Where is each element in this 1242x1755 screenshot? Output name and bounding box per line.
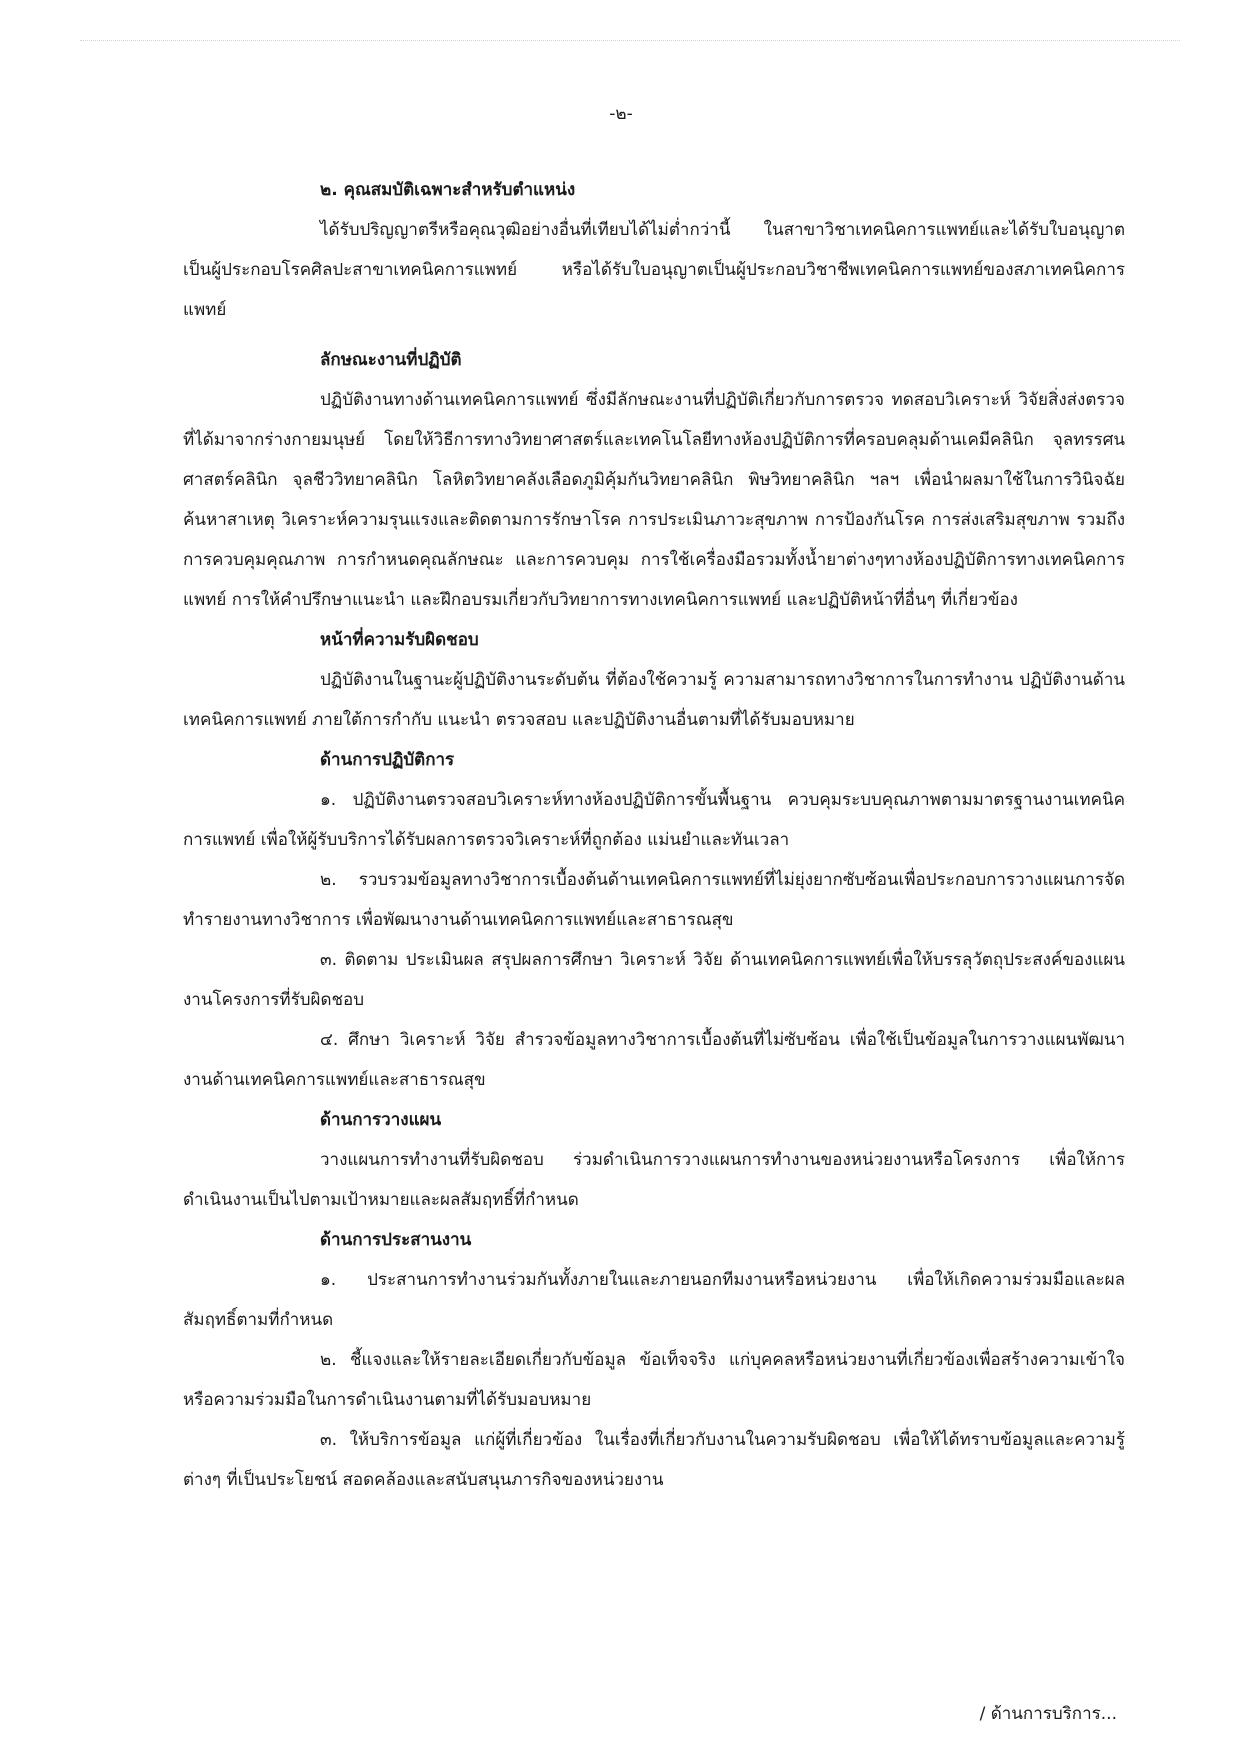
scan-artifact-line bbox=[80, 40, 1180, 43]
operations-item: ๒. รวบรวมข้อมูลทางวิชาการเบื้องต้นด้านเทคนิคการแพทย์ที่ไม่ยุ่งยากซับซ้อนเพื่อประกอบการวางแผนการจัดทำรายงานทางวิชาการ เพื่อพัฒนางานด้านเทคนิคการแพทย์และสาธารณสุข bbox=[183, 870, 1125, 930]
planning-paragraph: วางแผนการทำงานที่รับผิดชอบ ร่วมดำเนินการวางแผนการทำงานของหน่วยงานหรือโครงการ เพื่อให้การดำเนินงานเป็นไปตามเป้าหมายและผลสัมฤทธิ์ที่กำหนด bbox=[183, 1150, 1125, 1210]
qualification-paragraph: ได้รับปริญญาตรีหรือคุณวุฒิอย่างอื่นที่เทียบได้ไม่ต่ำกว่านี้ ในสาขาวิชาเทคนิคการแพทย์และได้รับใบอนุญาตเป็นผู้ประกอบโรคศิลปะสาขาเทคนิคการแพทย์ หรือได้รับใบอนุญาตเป็นผู้ประกอบวิชาชีพเทคนิคการแพทย์ของสภาเทคนิคการแพทย์ bbox=[183, 220, 1125, 320]
operations-heading: ด้านการปฏิบัติการ bbox=[320, 750, 455, 770]
coordination-heading: ด้านการประสานงาน bbox=[320, 1230, 472, 1250]
section-title: ๒. คุณสมบัติเฉพาะสำหรับตำแหน่ง bbox=[320, 180, 576, 200]
coordination-item: ๑. ประสานการทำงานร่วมกันทั้งภายในและภายนอกทีมงานหรือหน่วยงาน เพื่อให้เกิดความร่วมมือและผลสัมฤทธิ์ตามที่กำหนด bbox=[183, 1270, 1125, 1330]
work-nature-heading: ลักษณะงานที่ปฏิบัติ bbox=[320, 350, 462, 370]
responsibility-heading: หน้าที่ความรับผิดชอบ bbox=[320, 630, 479, 650]
continuation-note: / ด้านการบริการ... bbox=[979, 1704, 1117, 1724]
coordination-item: ๓. ให้บริการข้อมูล แก่ผู้ที่เกี่ยวข้อง ในเรื่องที่เกี่ยวกับงานในความรับผิดชอบ เพื่อให้ได้ทราบข้อมูลและความรู้ต่างๆ ที่เป็นประโยชน์ สอดคล้องและสนับสนุนภารกิจของหน่วยงาน bbox=[183, 1430, 1125, 1490]
operations-item: ๔. ศึกษา วิเคราะห์ วิจัย สำรวจข้อมูลทางวิชาการเบื้องต้นที่ไม่ซับซ้อน เพื่อใช้เป็นข้อมูลในการวางแผนพัฒนางานด้านเทคนิคการแพทย์และสาธารณสุข bbox=[183, 1030, 1125, 1090]
page-number: -๒- bbox=[609, 104, 633, 124]
planning-heading: ด้านการวางแผน bbox=[320, 1110, 442, 1130]
document-body bbox=[183, 170, 1125, 1500]
responsibility-paragraph: ปฏิบัติงานในฐานะผู้ปฏิบัติงานระดับต้น ที่ต้องใช้ความรู้ ความสามารถทางวิชาการในการทำงาน ปฏิบัติงานด้านเทคนิคการแพทย์ ภายใต้การกำกับ แนะนำ ตรวจสอบ และปฏิบัติงานอื่นตามที่ได้รับมอบหมาย bbox=[183, 670, 1125, 730]
work-nature-paragraph: ปฏิบัติงานทางด้านเทคนิคการแพทย์ ซึ่งมีลักษณะงานที่ปฏิบัติเกี่ยวกับการตรวจ ทดสอบวิเคราะห์ วิจัยสิ่งส่งตรวจที่ได้มาจากร่างกายมนุษย์ โดยให้วิธีการทางวิทยาศาสตร์และเทคโนโลยีทางห้องปฏิบัติการที่ครอบคลุมด้านเคมีคลินิก จุลทรรศนศาสตร์คลินิก จุลชีววิทยาคลินิก โลหิตวิทยาคลังเลือดภูมิคุ้มกันวิทยาคลินิก พิษวิทยาคลินิก ฯลฯ เพื่อนำผลมาใช้ในการวินิจฉัย ค้นหาสาเหตุ วิเคราะห์ความรุนแรงและติดตามการรักษาโรค การประเมินภาวะสุขภาพ การป้องกันโรค การส่งเสริมสุขภาพ รวมถึงการควบคุมคุณภาพ การกำหนดคุณลักษณะ และการควบคุม การใช้เครื่องมือรวมทั้งน้ำยาต่างๆทางห้องปฏิบัติการทางเทคนิคการแพทย์ การให้คำปรึกษาแนะนำ และฝึกอบรมเกี่ยวกับวิทยาการทางเทคนิคการแพทย์ และปฏิบัติหน้าที่อื่นๆ ที่เกี่ยวข้อง bbox=[183, 390, 1125, 610]
coordination-item: ๒. ชี้แจงและให้รายละเอียดเกี่ยวกับข้อมูล ข้อเท็จจริง แก่บุคคลหรือหน่วยงานที่เกี่ยวข้องเพื่อสร้างความเข้าใจหรือความร่วมมือในการดำเนินงานตามที่ได้รับมอบหมาย bbox=[183, 1350, 1125, 1410]
spacer bbox=[183, 330, 1125, 340]
operations-item: ๑. ปฏิบัติงานตรวจสอบวิเคราะห์ทางห้องปฏิบัติการขั้นพื้นฐาน ควบคุมระบบคุณภาพตามมาตรฐานงานเทคนิคการแพทย์ เพื่อให้ผู้รับบริการได้รับผลการตรวจวิเคราะห์ที่ถูกต้อง แม่นยำและทันเวลา bbox=[183, 790, 1125, 850]
operations-item: ๓. ติดตาม ประเมินผล สรุปผลการศึกษา วิเคราะห์ วิจัย ด้านเทคนิคการแพทย์เพื่อให้บรรลุวัตถุประสงค์ของแผนงานโครงการที่รับผิดชอบ bbox=[183, 950, 1125, 1010]
